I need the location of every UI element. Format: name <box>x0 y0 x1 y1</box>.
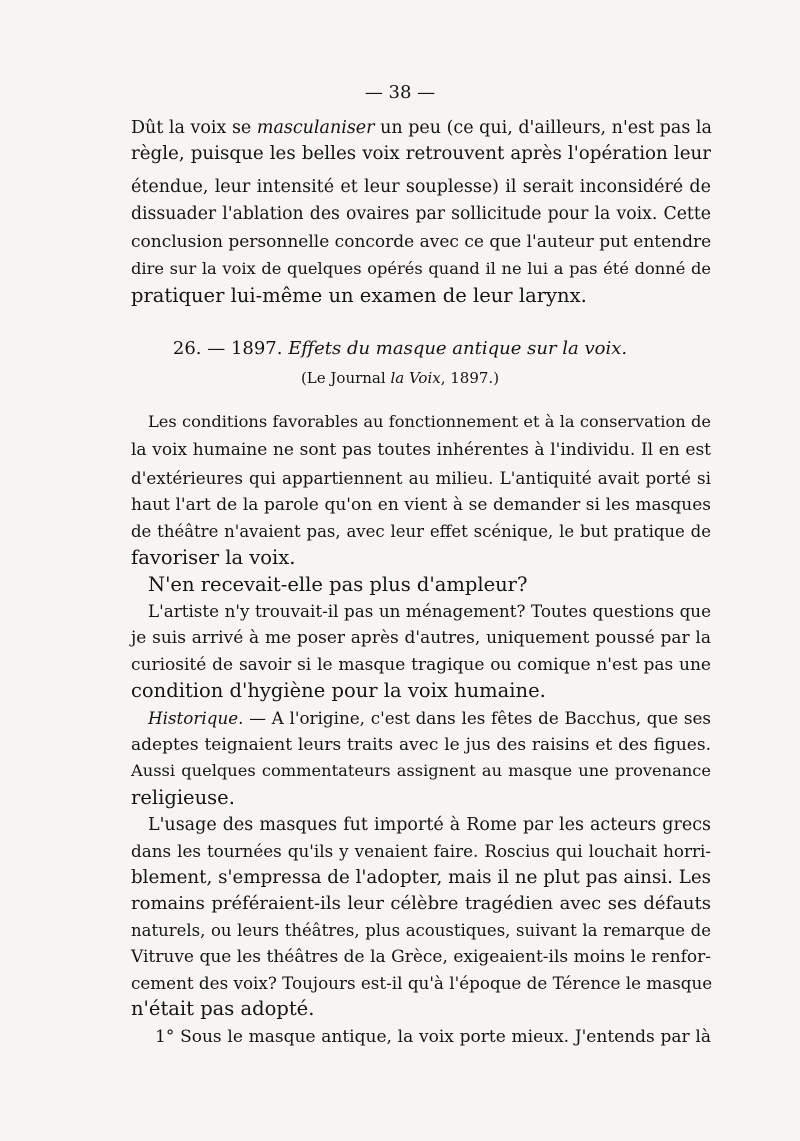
section-heading <box>0 337 800 361</box>
section-source <box>0 368 800 388</box>
text-line: condition d'hygiène pour la voix humaine. <box>131 679 546 702</box>
text-line: adeptes teignaient leurs traits avec le jus des raisins et des figues. <box>131 735 711 755</box>
text-line: L'usage des masques fut importé à Rome par les acteurs grecs <box>148 815 711 835</box>
text-line: L'artiste n'y trouvait-il pas un ménagement? Toutes questions que <box>148 601 711 621</box>
text-line: dans les tournées qu'ils y venaient faire. Roscius qui louchait horri- <box>131 841 711 861</box>
page-number: — 38 — <box>364 82 436 103</box>
text-line: blement, s'empressa de l'adopter, mais il ne plut pas ainsi. Les <box>131 867 711 888</box>
text-line: naturels, ou leurs théâtres, plus acoustiques, suivant la remarque de <box>131 921 711 940</box>
text-line: dire sur la voix de quelques opérés quand il ne lui a pas été donné de <box>131 259 711 278</box>
text-line: romains préféraient-ils leur célèbre tragédien avec ses défauts <box>131 893 711 914</box>
text-line: n'était pas adopté. <box>131 997 315 1020</box>
text-line: haut l'art de la parole qu'on en vient à se demander si les masques <box>131 495 711 515</box>
text-line: règle, puisque les belles voix retrouvent après l'opération leur <box>131 143 711 164</box>
italic-term: Historique <box>148 708 239 728</box>
text-line: je suis arrivé à me poser après d'autres, uniquement poussé par la <box>131 628 711 648</box>
italic-term: masculaniser <box>256 118 375 138</box>
text-line: cement des voix? Toujours est-il qu'à l'époque de Térence le masque <box>131 973 713 993</box>
text-line <box>148 705 711 731</box>
text-line: N'en recevait-elle pas plus d'ampleur? <box>148 573 528 596</box>
text-line: pratiquer lui-même un examen de leur larynx. <box>131 284 587 307</box>
source-text: , 1897.) <box>440 369 500 387</box>
text-line: la voix humaine ne sont pas toutes inhérentes à l'individu. Il en est <box>131 440 711 460</box>
text-line: Vitruve que les théâtres de la Grèce, exigeaient-ils moins le renfor- <box>131 947 711 967</box>
text-line <box>131 115 711 141</box>
source-text: (Le Journal <box>300 369 391 387</box>
text-line: Les conditions favorables au fonctionnement et à la conservation de <box>148 412 711 431</box>
text-line: dissuader l'ablation des ovaires par sollicitude pour la voix. Cette <box>131 204 711 224</box>
text-line: Aussi quelques commentateurs assignent au masque une provenance <box>131 761 711 780</box>
text-line: étendue, leur intensité et leur souplesse) il serait inconsidéré de <box>131 177 711 197</box>
section-number: 26. — 1897. <box>172 338 289 359</box>
text-line: conclusion personnelle concorde avec ce que l'auteur put entendre <box>131 232 712 252</box>
source-journal: la Voix <box>390 369 441 387</box>
text-segment: Dût la voix se <box>131 118 257 138</box>
text-line: de théâtre n'avaient pas, avec leur effet scénique, le but pratique de <box>131 522 711 541</box>
text-line: 1° Sous le masque antique, la voix porte mieux. J'entends par là <box>155 1027 711 1047</box>
text-line: favoriser la voix. <box>131 546 296 569</box>
text-segment: . — A l'origine, c'est dans les fêtes de Bacchus, que ses <box>238 708 711 728</box>
text-segment: un peu (ce qui, d'ailleurs, n'est pas la <box>374 118 712 138</box>
text-line: d'extérieures qui appartiennent au milieu. L'antiquité avait porté si <box>131 468 711 488</box>
text-line: curiosité de savoir si le masque tragique ou comique n'est pas une <box>131 655 711 675</box>
text-line: religieuse. <box>131 786 235 809</box>
section-title: Effets du masque antique sur la voix. <box>288 338 628 359</box>
